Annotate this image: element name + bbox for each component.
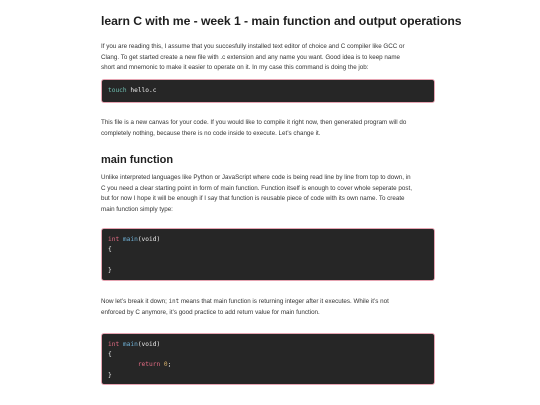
break-line-2: enforced by C anymore, it’s good practice to add return value for main function. [101, 308, 320, 316]
close-brace: } [108, 371, 112, 379]
shell-argument: hello.c [126, 87, 157, 94]
article-title: learn C with me - week 1 - main function and output operations [101, 14, 462, 28]
section-heading-main-function: main function [101, 154, 174, 166]
return-value: 0 [163, 361, 168, 369]
type-keyword: int [108, 236, 120, 243]
intro-paragraph [101, 42, 439, 74]
main-line-3: but for now I hope it will be enough if I say that function is reusable piece of code with its own name. To create [101, 195, 405, 203]
close-brace: } [108, 266, 112, 274]
intro-line-2: Clang. To get started create a new file with .c extension and any name you want. Good idea is to keep name [101, 53, 401, 61]
function-params: (void) [137, 236, 161, 243]
shell-command: touch [108, 87, 127, 94]
open-brace: { [108, 246, 112, 254]
indent [108, 361, 138, 368]
main-line-4: main function simply type: [101, 205, 173, 213]
main-function-paragraph [101, 173, 439, 215]
canvas-paragraph [101, 118, 439, 139]
code-line [108, 86, 428, 96]
inline-code-int: int [168, 299, 180, 305]
break-line-1-end: means that main function is returning integer after it executes. While it’s not [179, 298, 389, 305]
code-block-main-return[interactable] [101, 333, 435, 385]
break-down-paragraph [101, 297, 439, 318]
empty-code-line [108, 255, 428, 265]
code-line [108, 340, 428, 350]
function-name: main [122, 341, 138, 348]
canvas-line-2: completely nothing, because there is no code inside to execute. Let’s change it. [101, 129, 321, 137]
intro-line-3: short and mnemonic to make it easier to operate on it. In my case this command is doing the job: [101, 64, 369, 72]
semicolon: ; [167, 361, 172, 369]
code-block-main-empty[interactable] [101, 228, 435, 281]
break-line-1-start: Now let’s break it down; [101, 298, 169, 305]
code-line [108, 235, 428, 245]
return-keyword: return [137, 361, 161, 369]
function-name: main [122, 236, 138, 243]
main-line-1: Unlike interpreted languages like Python or JavaScript where code is being read line by line from top to down, in [101, 174, 411, 181]
main-line-2: C you need a clear starting point in form of main function. Function itself is enough to cover whole seperate post, [101, 184, 412, 192]
canvas-line-1: This file is a new canvas for your code. If you would like to compile it right now, then generated program will do [101, 119, 407, 126]
function-params: (void) [137, 341, 161, 348]
open-brace: { [108, 351, 112, 359]
type-keyword: int [108, 341, 120, 348]
intro-line-1: If you are reading this, I assume that you succesfully installed text editor of choice and C compiler like GCC or [101, 43, 405, 50]
code-block-touch[interactable] [101, 79, 435, 103]
return-statement [108, 360, 428, 370]
